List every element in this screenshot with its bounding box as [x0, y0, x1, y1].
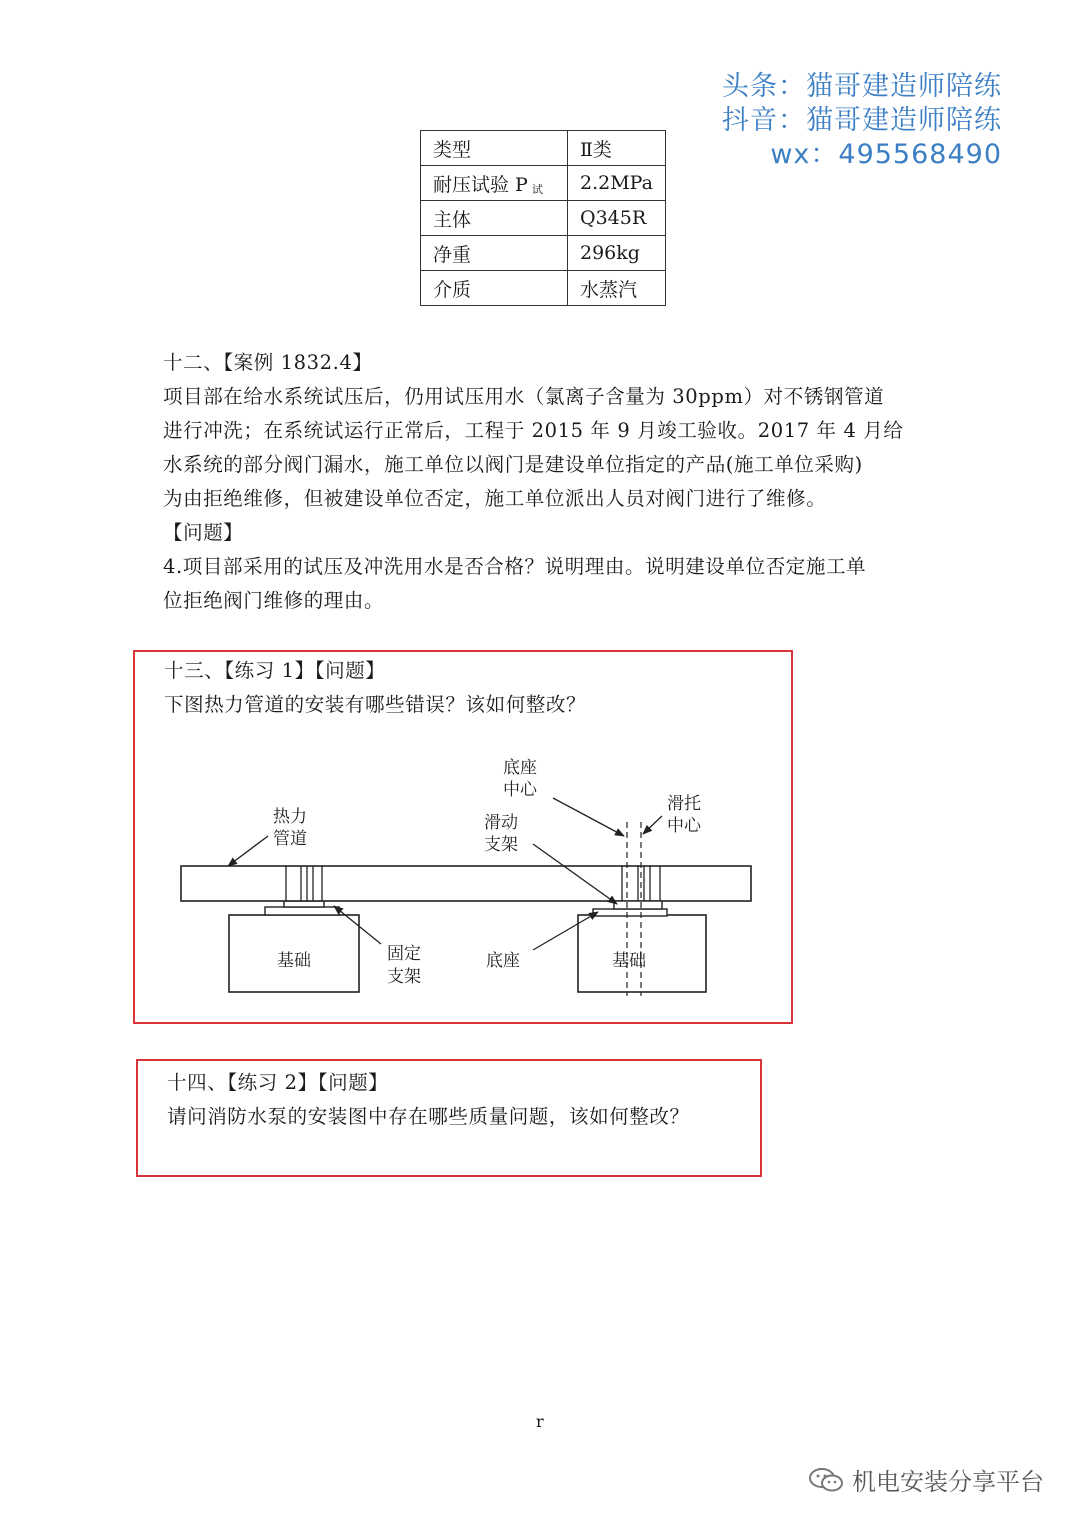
case-12-heading: 十二、【案例 1832.4】	[163, 351, 373, 374]
key-subscript: 试	[531, 182, 543, 196]
label-slide-support-2: 支架	[484, 835, 518, 855]
slide-center-leader-arrow	[643, 816, 662, 834]
case-12-line: 项目部在给水系统试压后，仍用试压用水（氯离子含量为 30ppm）对不锈钢管道	[163, 385, 885, 408]
footer-brand-text: 机电安装分享平台	[852, 1468, 1044, 1496]
label-pipe-1: 热力	[273, 807, 307, 827]
case-12-line: 为由拒绝维修，但被建设单位否定，施工单位派出人员对阀门进行了维修。	[163, 487, 827, 510]
label-foundation-right: 基础	[612, 951, 646, 971]
case-12-line: 水系统的部分阀门漏水，施工单位以阀门是建设单位指定的产品(施工单位采购)	[163, 453, 863, 476]
sliding-support	[614, 901, 662, 909]
table-cell-value: 296kg	[568, 236, 666, 271]
page-number: r	[536, 1412, 544, 1431]
exercise-2-box	[136, 1059, 762, 1177]
base-center-leader-arrow	[553, 798, 624, 836]
exercise-1-question: 下图热力管道的安装有哪些错误？该如何整改？	[164, 693, 587, 716]
base-seat-leader-arrow	[533, 912, 598, 950]
watermark-line-douyin: 抖音：猫哥建造师陪练	[722, 105, 1002, 136]
label-foundation-left: 基础	[277, 951, 311, 971]
base-seat	[593, 909, 667, 916]
footer-brand	[808, 1462, 1044, 1497]
exercise-2-heading: 十四、【练习 2】【问题】	[167, 1071, 389, 1094]
heat-pipe	[181, 866, 751, 901]
wechat-icon	[808, 1467, 844, 1493]
table-cell-key: 净重	[421, 236, 568, 271]
fixed-support-leader-arrow	[334, 906, 381, 944]
key-text: 耐压试验 P	[433, 173, 528, 196]
label-pipe-2: 管道	[273, 829, 307, 849]
case-12-question-line: 位拒绝阀门维修的理由。	[163, 589, 385, 612]
label-slide-center-1: 滑托	[667, 794, 701, 814]
exercise-2-question: 请问消防水泵的安装图中存在哪些质量问题，该如何整改？	[167, 1105, 690, 1128]
label-base-seat: 底座	[486, 951, 520, 971]
case-12-question-label: 【问题】	[163, 521, 244, 544]
table-cell-key: 类型	[421, 131, 568, 166]
exercise-1-heading: 十三、【练习 1】【问题】	[164, 659, 386, 682]
table-cell-key: 主体	[421, 201, 568, 236]
fixed-support-base	[265, 907, 339, 915]
table-cell-value: Q345R	[568, 201, 666, 236]
label-fixed-support-1: 固定	[387, 944, 421, 964]
label-fixed-support-2: 支架	[387, 967, 421, 987]
label-base-center-2: 中心	[503, 780, 537, 800]
table-cell-key: 介质	[421, 271, 568, 306]
watermark-line-toutiao: 头条：猫哥建造师陪练	[722, 71, 1002, 102]
pipe-leader-arrow	[228, 836, 268, 866]
table-cell-value: 水蒸汽	[568, 271, 666, 306]
fixed-support	[284, 901, 324, 907]
label-slide-center-2: 中心	[667, 816, 701, 836]
label-slide-support-1: 滑动	[484, 813, 518, 833]
case-12-line: 进行冲洗；在系统试运行正常后，工程于 2015 年 9 月竣工验收。2017 年 4 月给	[163, 419, 904, 442]
label-base-center-1: 底座	[503, 758, 537, 778]
table-cell-value: 2.2MPa	[568, 166, 666, 201]
table-cell-value: Ⅱ类	[568, 131, 666, 166]
case-12-question-line: 4.项目部采用的试压及冲洗用水是否合格？说明理由。说明建设单位否定施工单	[163, 555, 867, 578]
watermark-line-wx: wx：495568490	[770, 139, 1002, 170]
